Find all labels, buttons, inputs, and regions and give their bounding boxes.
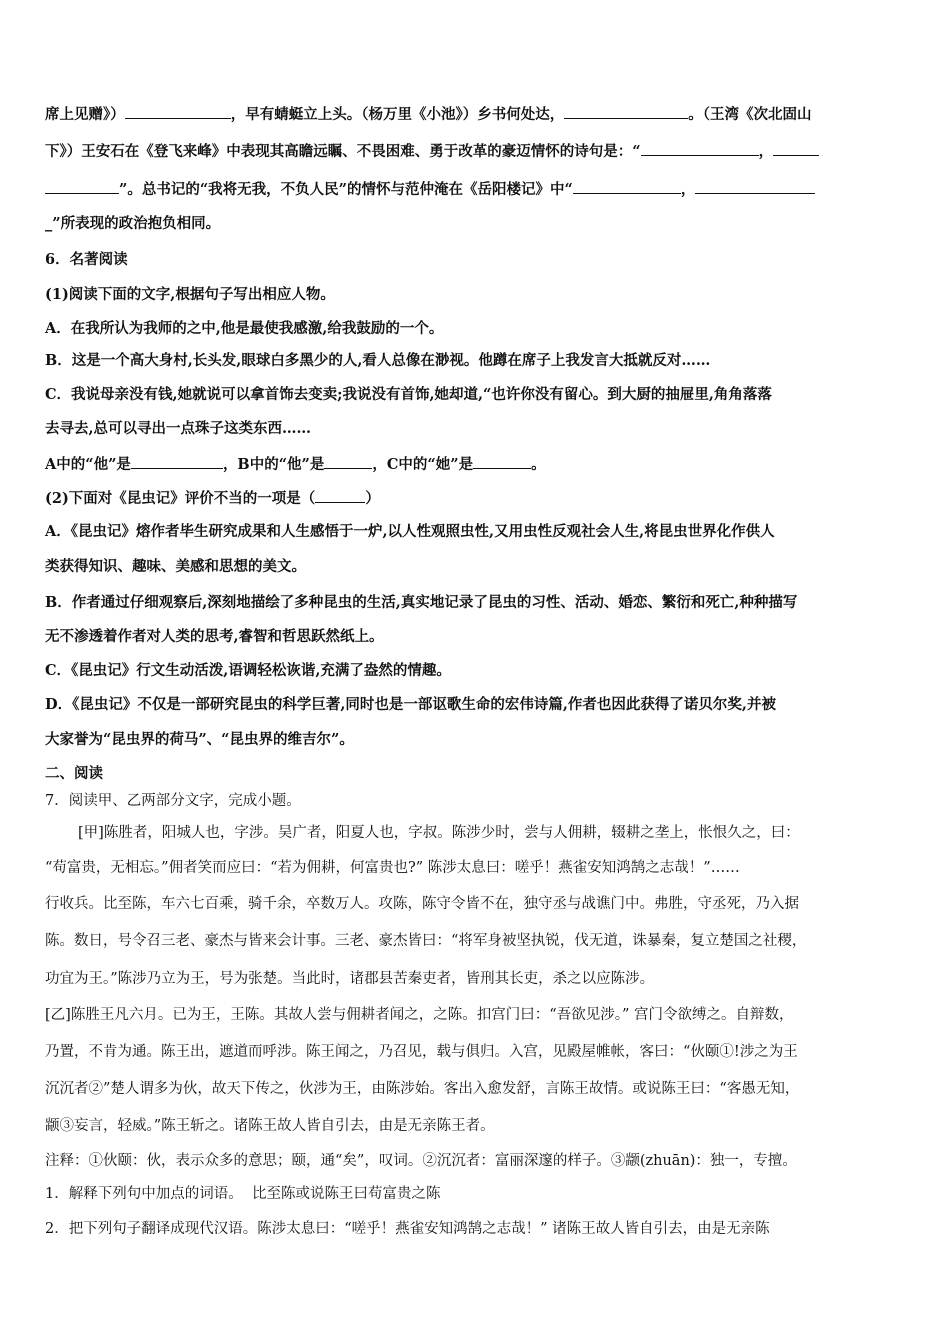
blank[interactable] xyxy=(573,181,681,194)
text: ，B中的“他”是 xyxy=(222,456,325,473)
poetry-line-1 xyxy=(45,106,812,123)
q7-sub1 xyxy=(45,1187,440,1202)
q6-part1-prompt: (1)阅读下面的文字,根据句子写出相应人物。 xyxy=(45,286,335,303)
blank[interactable] xyxy=(473,456,531,469)
passage-jia-line2: “苟富贵，无相忘。”佣者笑而应曰：“若为佣耕，何富贵也?” 陈涉太息曰：嗟乎！燕雀安知鸿鹄之志哉！”…… xyxy=(45,860,740,876)
q7-intro: 7．阅读甲、乙两部分文字，完成小题。 xyxy=(45,793,301,809)
answer-blank[interactable] xyxy=(315,490,365,503)
blank[interactable] xyxy=(773,143,819,156)
text: 。（王湾《次北固山 xyxy=(688,106,812,123)
text: ，C中的“她”是 xyxy=(372,456,474,473)
passage-yi-line1: [乙]陈胜王凡六月。已为王，王陈。其故人尝与佣耕者闻之，之陈。扣宫门曰：“吾欲见涉。” 宫门令欲缚之。自辩数， xyxy=(45,1007,794,1023)
text: ， xyxy=(758,143,774,160)
text: ，早有蜻蜓立上头。（杨万里《小池》）乡书何处达， xyxy=(230,106,565,123)
poetry-line-3 xyxy=(45,181,815,198)
passage-yi-line4: 颛③妄言，轻威。”陈王斩之。诸陈王故人皆自引去，由是无亲陈王者。 xyxy=(45,1118,495,1134)
q6-option-d-line1: D．《昆虫记》不仅是一部研究昆虫的科学巨著,同时也是一部讴歌生命的宏伟诗篇,作者也因此获得了诺贝尔奖,并被 xyxy=(45,696,776,713)
blank[interactable] xyxy=(45,181,119,194)
passage-jia-line3: 行收兵。比至陈，车六七百乘，骑千余，卒数万人。攻陈，陈守令皆不在，独守丞与战谯门中。弗胜，守丞死，乃入据 xyxy=(45,896,799,912)
passage-jia-line4: 陈。数日，号令召三老、豪杰与皆来会计事。三老、豪杰皆曰：“将军身被坚执锐，伐无道，诛暴秦，复立楚国之社稷， xyxy=(45,933,807,949)
q6-part2-prompt xyxy=(45,490,380,507)
poetry-line-4: _”所表现的政治抱负相同。 xyxy=(45,215,221,232)
text: 1．解释下列句中加点的词语。 xyxy=(45,1186,243,1202)
poetry-line-2 xyxy=(45,143,819,160)
section-title: 二、阅读 xyxy=(45,765,103,782)
blank[interactable] xyxy=(564,106,688,119)
q6-title: 6．名著阅读 xyxy=(45,251,128,268)
passage-jia-line5: 功宜为王。”陈涉乃立为王，号为张楚。当此时，诸郡县苦秦吏者，皆刑其长吏，杀之以应陈涉。 xyxy=(45,971,655,987)
passage-jia-line1: [甲]陈胜者，阳城人也，字涉。吴广者，阳夏人也，字叔。陈涉少时，尝与人佣耕，辍耕之垄上，怅恨久之，曰： xyxy=(78,825,800,841)
text: 席上见赠》） xyxy=(45,106,125,123)
annotation-note: 注释：①伙颐：伙，表示众多的意思；颐，通“矣”，叹词。②沉沉者：富丽深邃的样子。③颛(zhuān)：独一，专擅。 xyxy=(45,1153,797,1169)
blank[interactable] xyxy=(641,143,759,156)
text: 下》）王安石在《登飞来峰》中表现其高瞻远瞩、不畏困难、勇于改革的豪迈情怀的诗句是：“ xyxy=(45,143,641,160)
text: (2)下面对《昆虫记》评价不当的一项是（ xyxy=(45,490,316,507)
q6-option-b-line2: 无不渗透着作者对人类的思考,睿智和哲思跃然纸上。 xyxy=(45,628,384,645)
q6-item-b: B．这是一个高大身村,长头发,眼球白多黑少的人,看人总像在渺视。他蹲在席子上我发言大抵就反对…… xyxy=(45,352,711,369)
text: ） xyxy=(365,490,380,507)
text: 。 xyxy=(531,456,546,473)
q6-fill-line xyxy=(45,456,546,473)
sub1-items: 比至陈或说陈王曰苟富贵之陈 xyxy=(251,1186,441,1202)
q6-option-b-line1: B．作者通过仔细观察后,深刻地描绘了多种昆虫的生活,真实地记录了昆虫的习性、活动、婚恋、繁衍和死亡,种种描写 xyxy=(45,594,798,611)
q6-item-a: A．在我所认为我师的之中,他是最使我感激,给我鼓励的一个。 xyxy=(45,320,444,337)
blank[interactable] xyxy=(695,181,815,194)
q6-option-c: C．《昆虫记》行文生动活泼,语调轻松诙谐,充满了盎然的情趣。 xyxy=(45,662,451,679)
text: ”。总书记的“我将无我，不负人民”的情怀与范仲淹在《岳阳楼记》中“ xyxy=(119,181,573,198)
blank[interactable] xyxy=(125,106,231,119)
q6-option-a-line1: A．《昆虫记》熔作者毕生研究成果和人生感悟于一炉,以人性观照虫性,又用虫性反观社会人生,将昆虫世界化作供人 xyxy=(45,523,775,540)
q7-sub2: 2．把下列句子翻译成现代汉语。陈涉太息曰：“嗟乎！燕雀安知鸿鹄之志哉！” 诸陈王故人皆自引去，由是无亲陈 xyxy=(45,1221,770,1237)
blank[interactable] xyxy=(324,456,372,469)
blank[interactable] xyxy=(131,456,223,469)
q6-item-c-line2: 去寻去,总可以寻出一点珠子这类东西…… xyxy=(45,420,312,437)
passage-yi-line2: 乃置，不肯为通。陈王出，遮道而呼涉。陈王闻之，乃召见，载与俱归。入宫，见殿屋帷帐，客曰：“伙颐①!涉之为王 xyxy=(45,1044,798,1060)
q6-option-a-line2: 类获得知识、趣味、美感和思想的美文。 xyxy=(45,558,306,575)
text: A中的“他”是 xyxy=(45,456,131,473)
text: ， xyxy=(680,181,696,198)
q6-item-c-line1: C．我说母亲没有钱,她就说可以拿首饰去变卖;我说没有首饰,她却道,“也许你没有留心。到大厨的抽屉里,角角落落 xyxy=(45,386,772,403)
passage-yi-line3: 沉沉者②”楚人谓多为伙，故天下传之，伙涉为王，由陈涉始。客出入愈发舒，言陈王故情。或说陈王曰：“客愚无知， xyxy=(45,1081,800,1097)
q6-option-d-line2: 大家誉为“昆虫界的荷马”、“昆虫界的维吉尔”。 xyxy=(45,731,354,748)
